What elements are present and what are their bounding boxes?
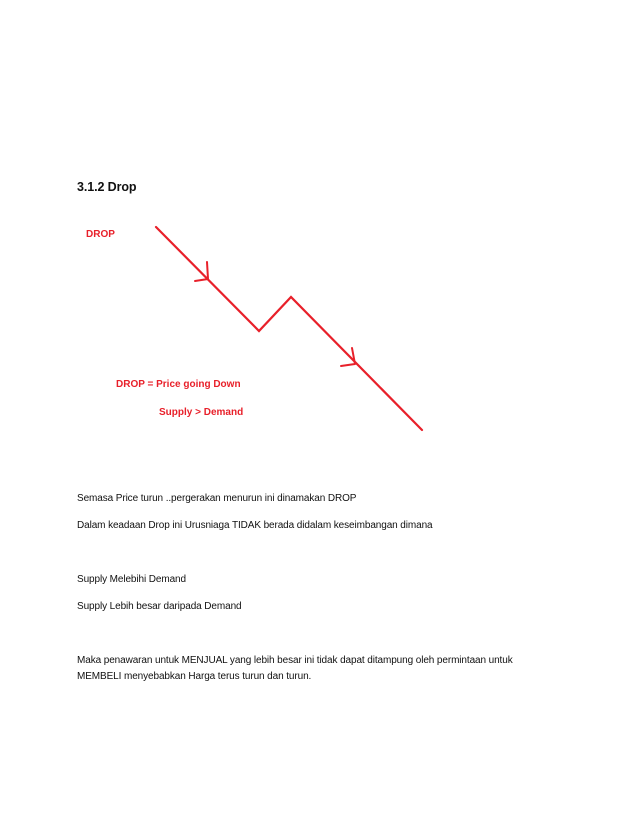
diagram-title: DROP (86, 229, 115, 240)
paragraph-4: Supply Lebih besar daripada Demand (77, 601, 242, 612)
paragraph-5-line-1: Maka penawaran untuk MENJUAL yang lebih besar ini tidak dapat ditampung oleh permintaan untuk (77, 655, 513, 666)
drop-diagram (77, 218, 437, 438)
section-heading: 3.1.2 Drop (77, 180, 137, 194)
diagram-equation-line1: DROP = Price going Down (116, 379, 241, 390)
diagram-equation-line2: Supply > Demand (159, 407, 244, 418)
paragraph-3: Supply Melebihi Demand (77, 574, 186, 585)
price-line (156, 227, 422, 430)
paragraph-1: Semasa Price turun ..pergerakan menurun ini dinamakan DROP (77, 493, 357, 504)
paragraph-5-line-2: MEMBELI menyebabkan Harga terus turun dan turun. (77, 671, 312, 682)
paragraph-2: Dalam keadaan Drop ini Urusniaga TIDAK berada didalam keseimbangan dimana (77, 520, 433, 531)
drop-price-path (77, 218, 437, 438)
